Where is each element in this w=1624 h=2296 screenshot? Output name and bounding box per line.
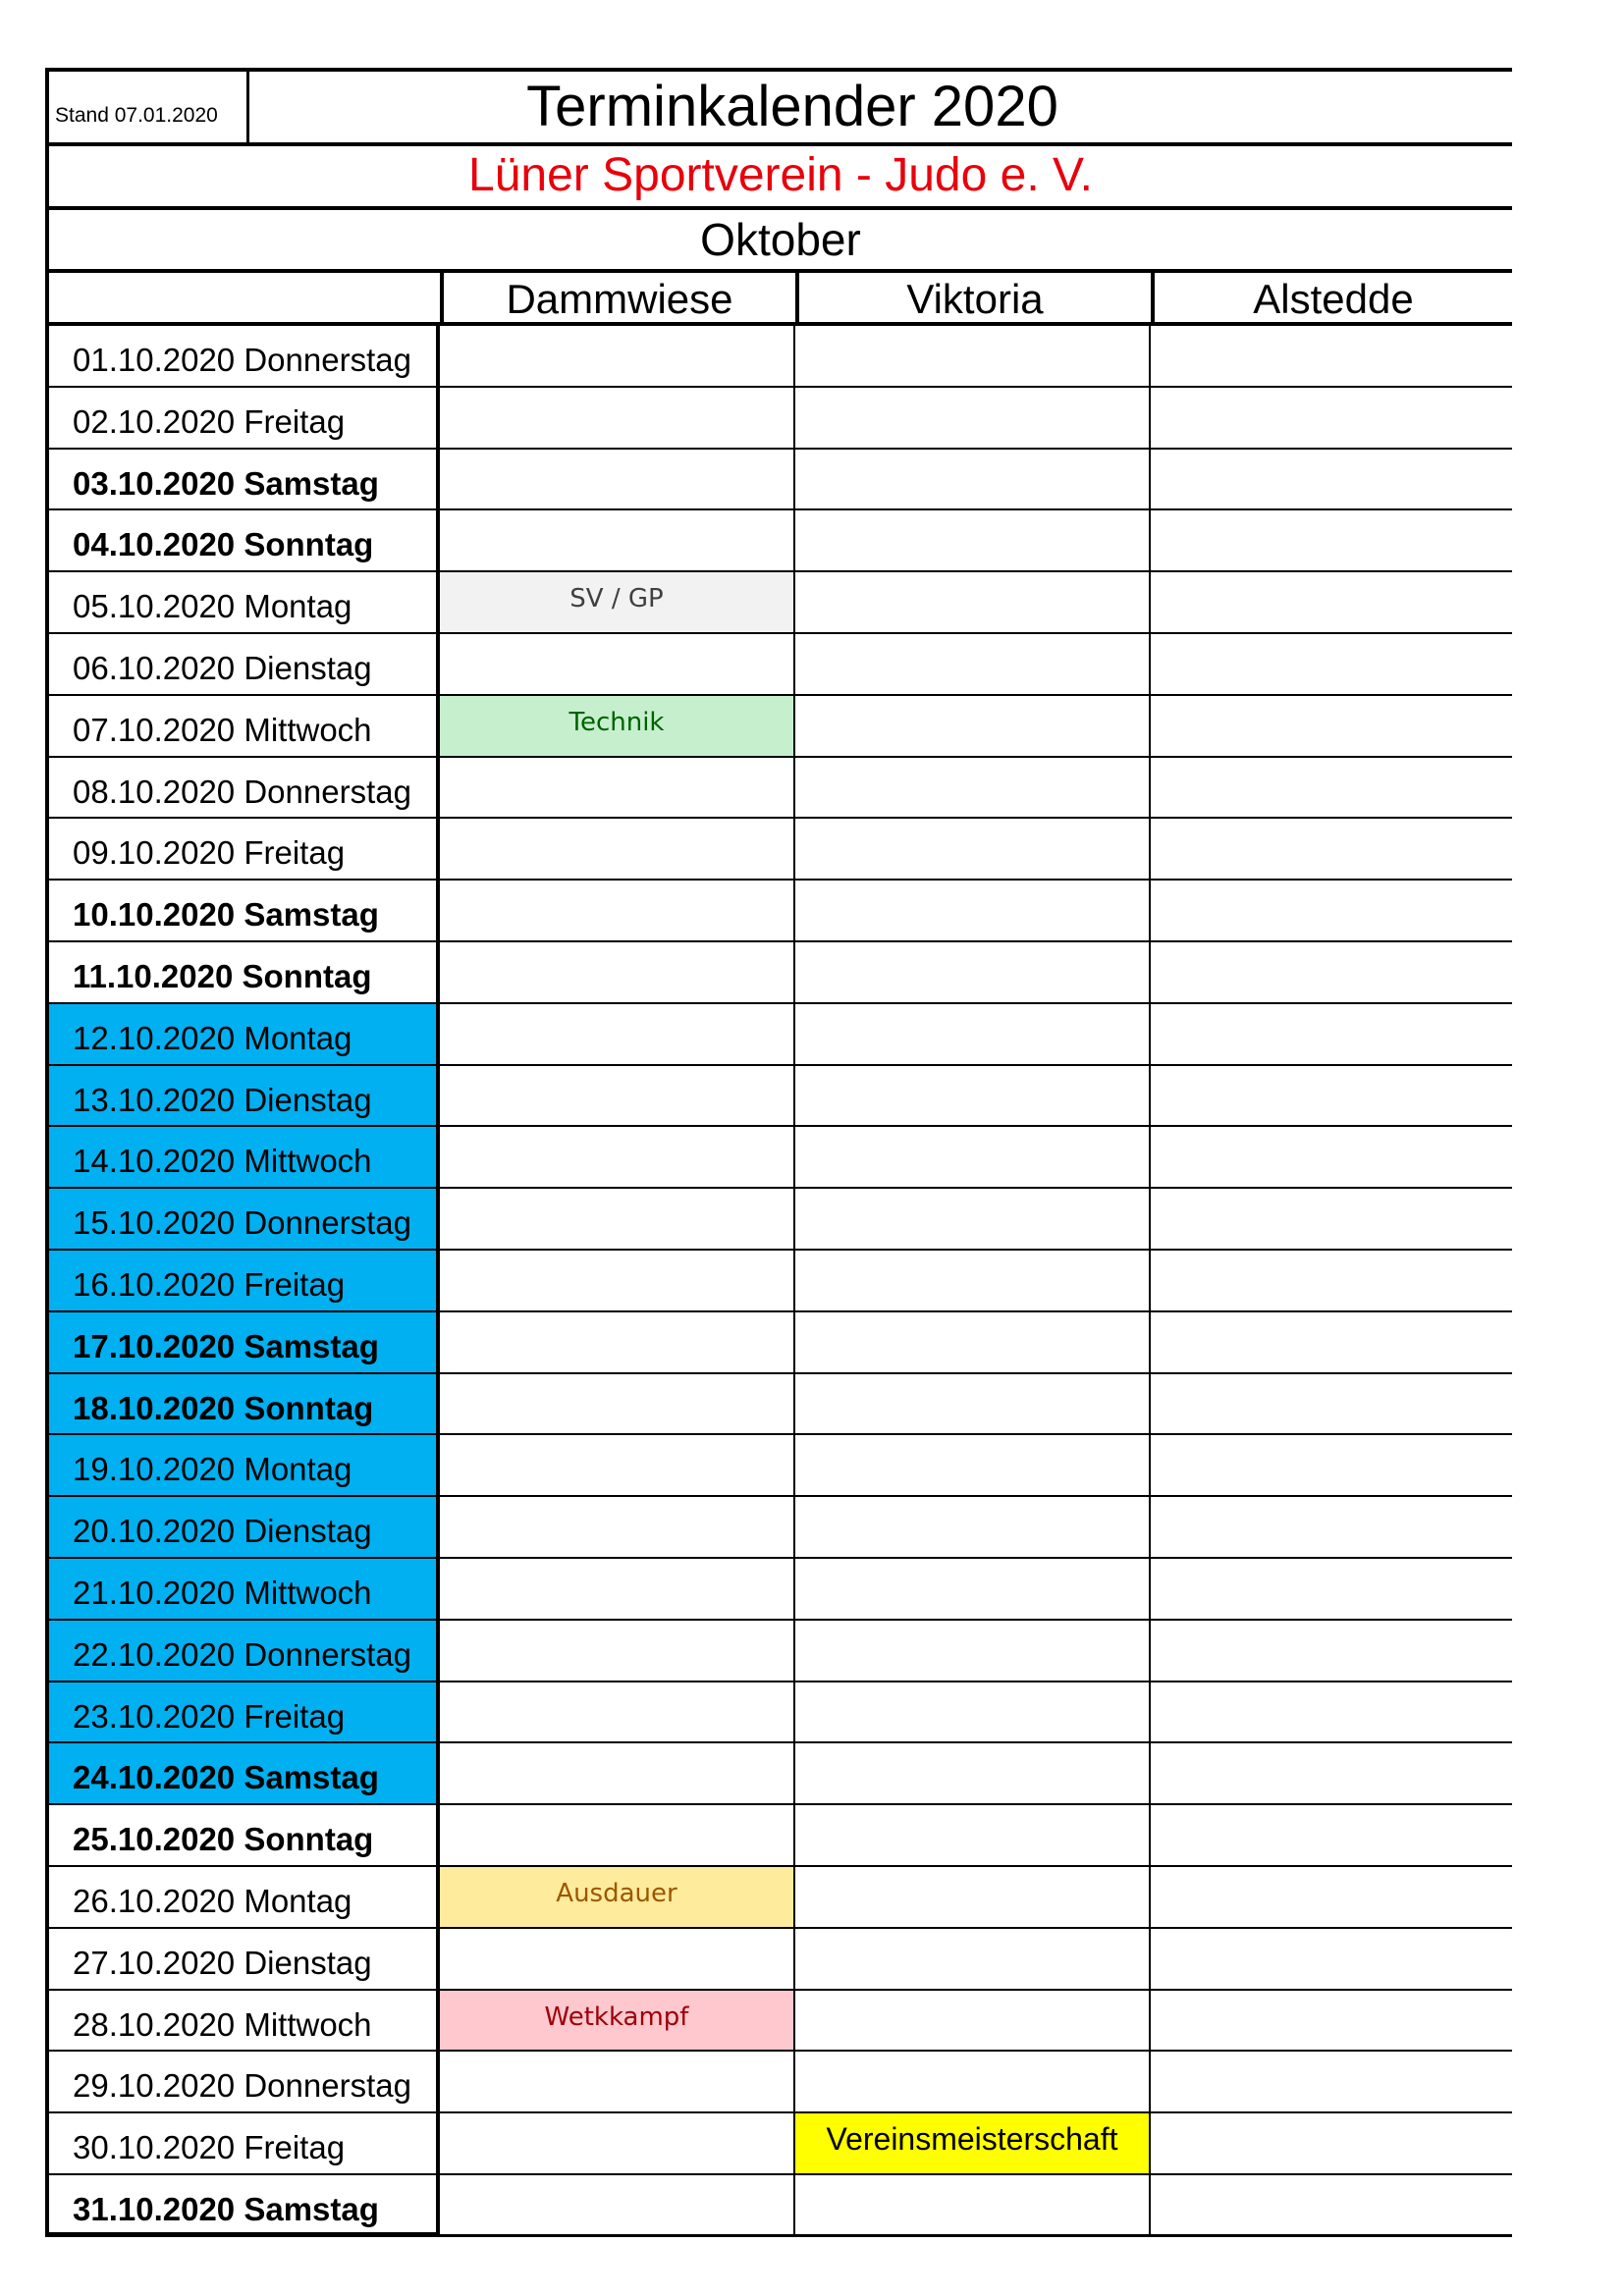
event-cell-viktoria[interactable] bbox=[795, 634, 1151, 694]
event-cell-viktoria[interactable] bbox=[795, 1929, 1151, 1989]
event-cell-alstedde[interactable] bbox=[1151, 2175, 1512, 2234]
event-cell-alstedde[interactable] bbox=[1151, 2113, 1512, 2173]
event-cell-dammwiese[interactable] bbox=[440, 1435, 795, 1495]
event-cell-dammwiese[interactable] bbox=[440, 1127, 795, 1187]
weekday-text: Donnerstag bbox=[244, 342, 411, 378]
event-cell-dammwiese[interactable] bbox=[440, 1805, 795, 1865]
event-cell-viktoria[interactable] bbox=[795, 1312, 1151, 1372]
event-cell-dammwiese[interactable] bbox=[440, 2175, 795, 2234]
weekday-text: Montag bbox=[244, 588, 352, 625]
event-cell-dammwiese[interactable] bbox=[440, 634, 795, 694]
event-cell-dammwiese[interactable] bbox=[440, 1374, 795, 1434]
date-cell bbox=[45, 388, 440, 450]
event-cell-dammwiese[interactable] bbox=[440, 1559, 795, 1619]
date-cell bbox=[45, 572, 440, 634]
weekday-text: Sonntag bbox=[244, 1821, 374, 1858]
column-header-row bbox=[45, 269, 1512, 326]
date-text: 05.10.2020 bbox=[73, 588, 236, 625]
table-row bbox=[45, 2175, 1512, 2237]
table-row bbox=[45, 1805, 1512, 1867]
weekday-text: Montag bbox=[244, 1451, 352, 1488]
event-cell-alstedde[interactable] bbox=[1151, 388, 1512, 448]
event-cell-alstedde[interactable] bbox=[1151, 1004, 1512, 1064]
date-text: 20.10.2020 bbox=[73, 1513, 236, 1550]
date-cell bbox=[45, 1004, 440, 1066]
date-cell bbox=[45, 1991, 440, 2053]
event-cell-alstedde[interactable] bbox=[1151, 1374, 1512, 1434]
event-cell-dammwiese[interactable]: Technik bbox=[440, 696, 795, 756]
weekday-text: Samstag bbox=[244, 896, 379, 934]
event-cell-alstedde[interactable] bbox=[1151, 1867, 1512, 1927]
table-row bbox=[45, 572, 1512, 634]
weekday-text: Donnerstag bbox=[244, 2067, 411, 2105]
date-text: 19.10.2020 bbox=[73, 1451, 236, 1488]
event-cell-viktoria[interactable] bbox=[795, 1189, 1151, 1249]
weekday-text: Mittwoch bbox=[244, 1574, 372, 1611]
date-text: 03.10.2020 bbox=[73, 464, 236, 502]
table-row bbox=[45, 1559, 1512, 1621]
weekday-text: Montag bbox=[244, 1882, 352, 1919]
date-text: 09.10.2020 bbox=[73, 834, 236, 872]
weekday-text: Sonntag bbox=[244, 526, 374, 563]
table-row bbox=[45, 696, 1512, 758]
date-cell bbox=[45, 1312, 440, 1374]
event-cell-alstedde[interactable] bbox=[1151, 634, 1512, 694]
table-row bbox=[45, 1251, 1512, 1312]
event-cell-dammwiese[interactable] bbox=[440, 1621, 795, 1681]
date-cell bbox=[45, 1621, 440, 1682]
event-cell-viktoria[interactable] bbox=[795, 1127, 1151, 1187]
date-text: 27.10.2020 bbox=[73, 1944, 236, 1981]
date-cell bbox=[45, 1929, 440, 1991]
date-cell bbox=[45, 696, 440, 758]
table-row bbox=[45, 1374, 1512, 1436]
table-row bbox=[45, 1189, 1512, 1251]
table-row bbox=[45, 942, 1512, 1004]
date-text: 02.10.2020 bbox=[73, 402, 236, 440]
event-cell-alstedde[interactable] bbox=[1151, 1929, 1512, 1989]
table-row bbox=[45, 1497, 1512, 1559]
date-cell bbox=[45, 2113, 440, 2175]
table-row bbox=[45, 1004, 1512, 1066]
month-title: Oktober bbox=[45, 206, 1512, 269]
date-cell bbox=[45, 819, 440, 881]
event-cell-viktoria[interactable] bbox=[795, 1743, 1151, 1803]
column-header-dammwiese: Dammwiese bbox=[444, 273, 799, 322]
event-cell-alstedde[interactable] bbox=[1151, 819, 1512, 879]
date-cell bbox=[45, 1189, 440, 1251]
weekday-text: Donnerstag bbox=[244, 1204, 411, 1242]
date-text: 22.10.2020 bbox=[73, 1635, 236, 1673]
date-text: 30.10.2020 bbox=[73, 2129, 236, 2166]
date-text: 08.10.2020 bbox=[73, 773, 236, 810]
event-cell-dammwiese[interactable] bbox=[440, 1743, 795, 1803]
event-cell-alstedde[interactable] bbox=[1151, 510, 1512, 570]
event-cell-viktoria[interactable] bbox=[795, 388, 1151, 448]
day-rows bbox=[45, 326, 1512, 2237]
table-row bbox=[45, 1312, 1512, 1374]
table-row bbox=[45, 1867, 1512, 1929]
event-cell-dammwiese[interactable]: SV / GP bbox=[440, 572, 795, 632]
date-text: 18.10.2020 bbox=[73, 1389, 236, 1426]
event-cell-alstedde[interactable] bbox=[1151, 1127, 1512, 1187]
date-cell bbox=[45, 1127, 440, 1189]
event-cell-viktoria[interactable]: Vereinsmeisterschaft bbox=[795, 2113, 1151, 2173]
date-text: 31.10.2020 bbox=[73, 2190, 236, 2227]
event-cell-dammwiese[interactable] bbox=[440, 1682, 795, 1742]
date-cell bbox=[45, 1374, 440, 1436]
event-cell-viktoria[interactable] bbox=[795, 2052, 1151, 2111]
table-row bbox=[45, 1743, 1512, 1805]
column-header-alstedde: Alstedde bbox=[1253, 276, 1414, 322]
date-cell bbox=[45, 1435, 440, 1497]
event-cell-dammwiese[interactable]: Wetkkampf bbox=[440, 1991, 795, 2051]
table-row bbox=[45, 1682, 1512, 1744]
event-cell-alstedde[interactable] bbox=[1151, 881, 1512, 940]
event-cell-alstedde[interactable] bbox=[1151, 1435, 1512, 1495]
date-text: 29.10.2020 bbox=[73, 2067, 236, 2105]
weekday-text: Donnerstag bbox=[244, 773, 411, 810]
event-cell-alstedde[interactable] bbox=[1151, 696, 1512, 756]
event-cell-dammwiese[interactable] bbox=[440, 1497, 795, 1557]
weekday-text: Dienstag bbox=[244, 1944, 372, 1981]
date-text: 14.10.2020 bbox=[73, 1143, 236, 1180]
date-text: 16.10.2020 bbox=[73, 1265, 236, 1303]
date-cell bbox=[45, 1251, 440, 1312]
event-cell-dammwiese[interactable] bbox=[440, 510, 795, 570]
event-cell-viktoria[interactable] bbox=[795, 326, 1151, 386]
event-cell-dammwiese[interactable] bbox=[440, 450, 795, 509]
event-cell-viktoria[interactable] bbox=[795, 1682, 1151, 1742]
table-row bbox=[45, 1435, 1512, 1497]
weekday-text: Dienstag bbox=[244, 1081, 372, 1118]
event-cell-alstedde[interactable] bbox=[1151, 572, 1512, 632]
date-cell bbox=[45, 1559, 440, 1621]
event-cell-dammwiese[interactable] bbox=[440, 1929, 795, 1989]
date-text: 12.10.2020 bbox=[73, 1019, 236, 1056]
date-cell bbox=[45, 1743, 440, 1805]
weekday-text: Mittwoch bbox=[244, 711, 372, 748]
date-cell bbox=[45, 1066, 440, 1128]
date-cell bbox=[45, 450, 440, 511]
event-cell-alstedde[interactable] bbox=[1151, 1682, 1512, 1742]
date-cell bbox=[45, 1497, 440, 1559]
event-cell-dammwiese[interactable] bbox=[440, 942, 795, 1002]
event-cell-viktoria[interactable] bbox=[795, 758, 1151, 818]
event-cell-viktoria[interactable] bbox=[795, 450, 1151, 509]
event-cell-dammwiese[interactable] bbox=[440, 819, 795, 879]
event-cell-dammwiese[interactable] bbox=[440, 881, 795, 940]
event-cell-viktoria[interactable] bbox=[795, 696, 1151, 756]
weekday-text: Donnerstag bbox=[244, 1635, 411, 1673]
date-text: 10.10.2020 bbox=[73, 896, 236, 934]
page-title: Terminkalender 2020 bbox=[526, 75, 1058, 138]
table-row bbox=[45, 450, 1512, 511]
table-row bbox=[45, 388, 1512, 450]
club-name: Lüner Sportverein - Judo e. V. bbox=[45, 142, 1512, 206]
date-text: 07.10.2020 bbox=[73, 711, 236, 748]
date-text: 28.10.2020 bbox=[73, 2005, 236, 2043]
event-cell-alstedde[interactable] bbox=[1151, 450, 1512, 509]
table-row bbox=[45, 326, 1512, 388]
weekday-text: Montag bbox=[244, 1019, 352, 1056]
event-cell-dammwiese[interactable] bbox=[440, 1251, 795, 1310]
event-cell-alstedde[interactable] bbox=[1151, 1991, 1512, 2051]
weekday-text: Freitag bbox=[244, 402, 346, 440]
event-cell-viktoria[interactable] bbox=[795, 1497, 1151, 1557]
weekday-text: Samstag bbox=[244, 2190, 379, 2227]
weekday-text: Samstag bbox=[244, 464, 379, 502]
date-cell bbox=[45, 758, 440, 820]
event-cell-dammwiese[interactable] bbox=[440, 326, 795, 386]
table-row bbox=[45, 2052, 1512, 2113]
date-cell bbox=[45, 1805, 440, 1867]
event-cell-dammwiese[interactable]: Ausdauer bbox=[440, 1867, 795, 1927]
weekday-text: Mittwoch bbox=[244, 1143, 372, 1180]
weekday-text: Freitag bbox=[244, 1697, 346, 1735]
date-text: 11.10.2020 bbox=[73, 957, 234, 994]
column-header-viktoria: Viktoria bbox=[799, 273, 1155, 322]
weekday-text: Freitag bbox=[244, 2129, 346, 2166]
weekday-text: Sonntag bbox=[242, 957, 372, 994]
weekday-text: Samstag bbox=[244, 1759, 379, 1796]
weekday-text: Mittwoch bbox=[244, 2005, 372, 2043]
event-cell-dammwiese[interactable] bbox=[440, 2113, 795, 2173]
event-cell-dammwiese[interactable] bbox=[440, 2052, 795, 2111]
date-text: 06.10.2020 bbox=[73, 649, 236, 686]
event-cell-dammwiese[interactable] bbox=[440, 1066, 795, 1126]
date-cell bbox=[45, 2175, 440, 2236]
calendar-table bbox=[45, 68, 1512, 2237]
date-text: 04.10.2020 bbox=[73, 526, 236, 563]
event-cell-viktoria[interactable] bbox=[795, 1867, 1151, 1927]
date-text: 24.10.2020 bbox=[73, 1759, 236, 1796]
event-cell-alstedde[interactable] bbox=[1151, 942, 1512, 1002]
event-cell-viktoria[interactable] bbox=[795, 510, 1151, 570]
table-row bbox=[45, 758, 1512, 820]
date-cell bbox=[45, 326, 440, 388]
event-cell-viktoria[interactable] bbox=[795, 819, 1151, 879]
table-row bbox=[45, 1066, 1512, 1128]
weekday-text: Dienstag bbox=[244, 649, 372, 686]
event-cell-viktoria[interactable] bbox=[795, 1805, 1151, 1865]
event-cell-alstedde[interactable] bbox=[1151, 1497, 1512, 1557]
event-cell-viktoria[interactable] bbox=[795, 942, 1151, 1002]
event-cell-alstedde[interactable] bbox=[1151, 2052, 1512, 2111]
weekday-text: Dienstag bbox=[244, 1513, 372, 1550]
event-cell-viktoria[interactable] bbox=[795, 1004, 1151, 1064]
date-text: 21.10.2020 bbox=[73, 1574, 236, 1611]
date-cell bbox=[45, 1682, 440, 1744]
event-cell-viktoria[interactable] bbox=[795, 1621, 1151, 1681]
date-cell bbox=[45, 942, 440, 1004]
event-cell-dammwiese[interactable] bbox=[440, 758, 795, 818]
weekday-text: Freitag bbox=[244, 834, 346, 872]
event-cell-alstedde[interactable] bbox=[1151, 1189, 1512, 1249]
table-row bbox=[45, 510, 1512, 572]
event-cell-dammwiese[interactable] bbox=[440, 1312, 795, 1372]
table-row bbox=[45, 1127, 1512, 1189]
event-cell-viktoria[interactable] bbox=[795, 1374, 1151, 1434]
date-text: 25.10.2020 bbox=[73, 1821, 236, 1858]
date-cell bbox=[45, 510, 440, 572]
event-cell-viktoria[interactable] bbox=[795, 881, 1151, 940]
weekday-text: Samstag bbox=[244, 1327, 379, 1364]
event-cell-dammwiese[interactable] bbox=[440, 388, 795, 448]
event-cell-viktoria[interactable] bbox=[795, 2175, 1151, 2234]
event-cell-alstedde[interactable] bbox=[1151, 1251, 1512, 1310]
table-row bbox=[45, 1929, 1512, 1991]
event-cell-alstedde[interactable] bbox=[1151, 1805, 1512, 1865]
date-text: 17.10.2020 bbox=[73, 1327, 236, 1364]
date-text: 26.10.2020 bbox=[73, 1882, 236, 1919]
date-cell bbox=[45, 881, 440, 942]
table-row bbox=[45, 819, 1512, 881]
header-row bbox=[45, 68, 1512, 142]
event-cell-alstedde[interactable] bbox=[1151, 1743, 1512, 1803]
event-cell-alstedde[interactable] bbox=[1151, 1066, 1512, 1126]
event-cell-viktoria[interactable] bbox=[795, 1435, 1151, 1495]
event-cell-alstedde[interactable] bbox=[1151, 326, 1512, 386]
event-cell-viktoria[interactable] bbox=[795, 572, 1151, 632]
event-cell-alstedde[interactable] bbox=[1151, 1559, 1512, 1619]
event-cell-dammwiese[interactable] bbox=[440, 1189, 795, 1249]
date-cell bbox=[45, 1867, 440, 1929]
date-cell bbox=[45, 634, 440, 696]
event-cell-viktoria[interactable] bbox=[795, 1991, 1151, 2051]
table-row bbox=[45, 634, 1512, 696]
date-text: 01.10.2020 bbox=[73, 342, 236, 378]
event-cell-alstedde[interactable] bbox=[1151, 1621, 1512, 1681]
table-row bbox=[45, 1621, 1512, 1682]
event-cell-dammwiese[interactable] bbox=[440, 1004, 795, 1064]
event-cell-alstedde[interactable] bbox=[1151, 1312, 1512, 1372]
stand-date: Stand 07.01.2020 bbox=[49, 72, 249, 142]
date-text: 15.10.2020 bbox=[73, 1204, 236, 1242]
weekday-text: Freitag bbox=[244, 1265, 346, 1303]
table-row bbox=[45, 1991, 1512, 2053]
event-cell-viktoria[interactable] bbox=[795, 1251, 1151, 1310]
date-text: 23.10.2020 bbox=[73, 1697, 236, 1735]
date-cell bbox=[45, 2052, 440, 2113]
weekday-text: Sonntag bbox=[244, 1389, 374, 1426]
event-cell-alstedde[interactable] bbox=[1151, 758, 1512, 818]
date-column-header bbox=[49, 273, 444, 322]
date-text: 13.10.2020 bbox=[73, 1081, 236, 1118]
table-row bbox=[45, 2113, 1512, 2175]
table-row bbox=[45, 881, 1512, 942]
event-cell-viktoria[interactable] bbox=[795, 1066, 1151, 1126]
event-cell-viktoria[interactable] bbox=[795, 1559, 1151, 1619]
